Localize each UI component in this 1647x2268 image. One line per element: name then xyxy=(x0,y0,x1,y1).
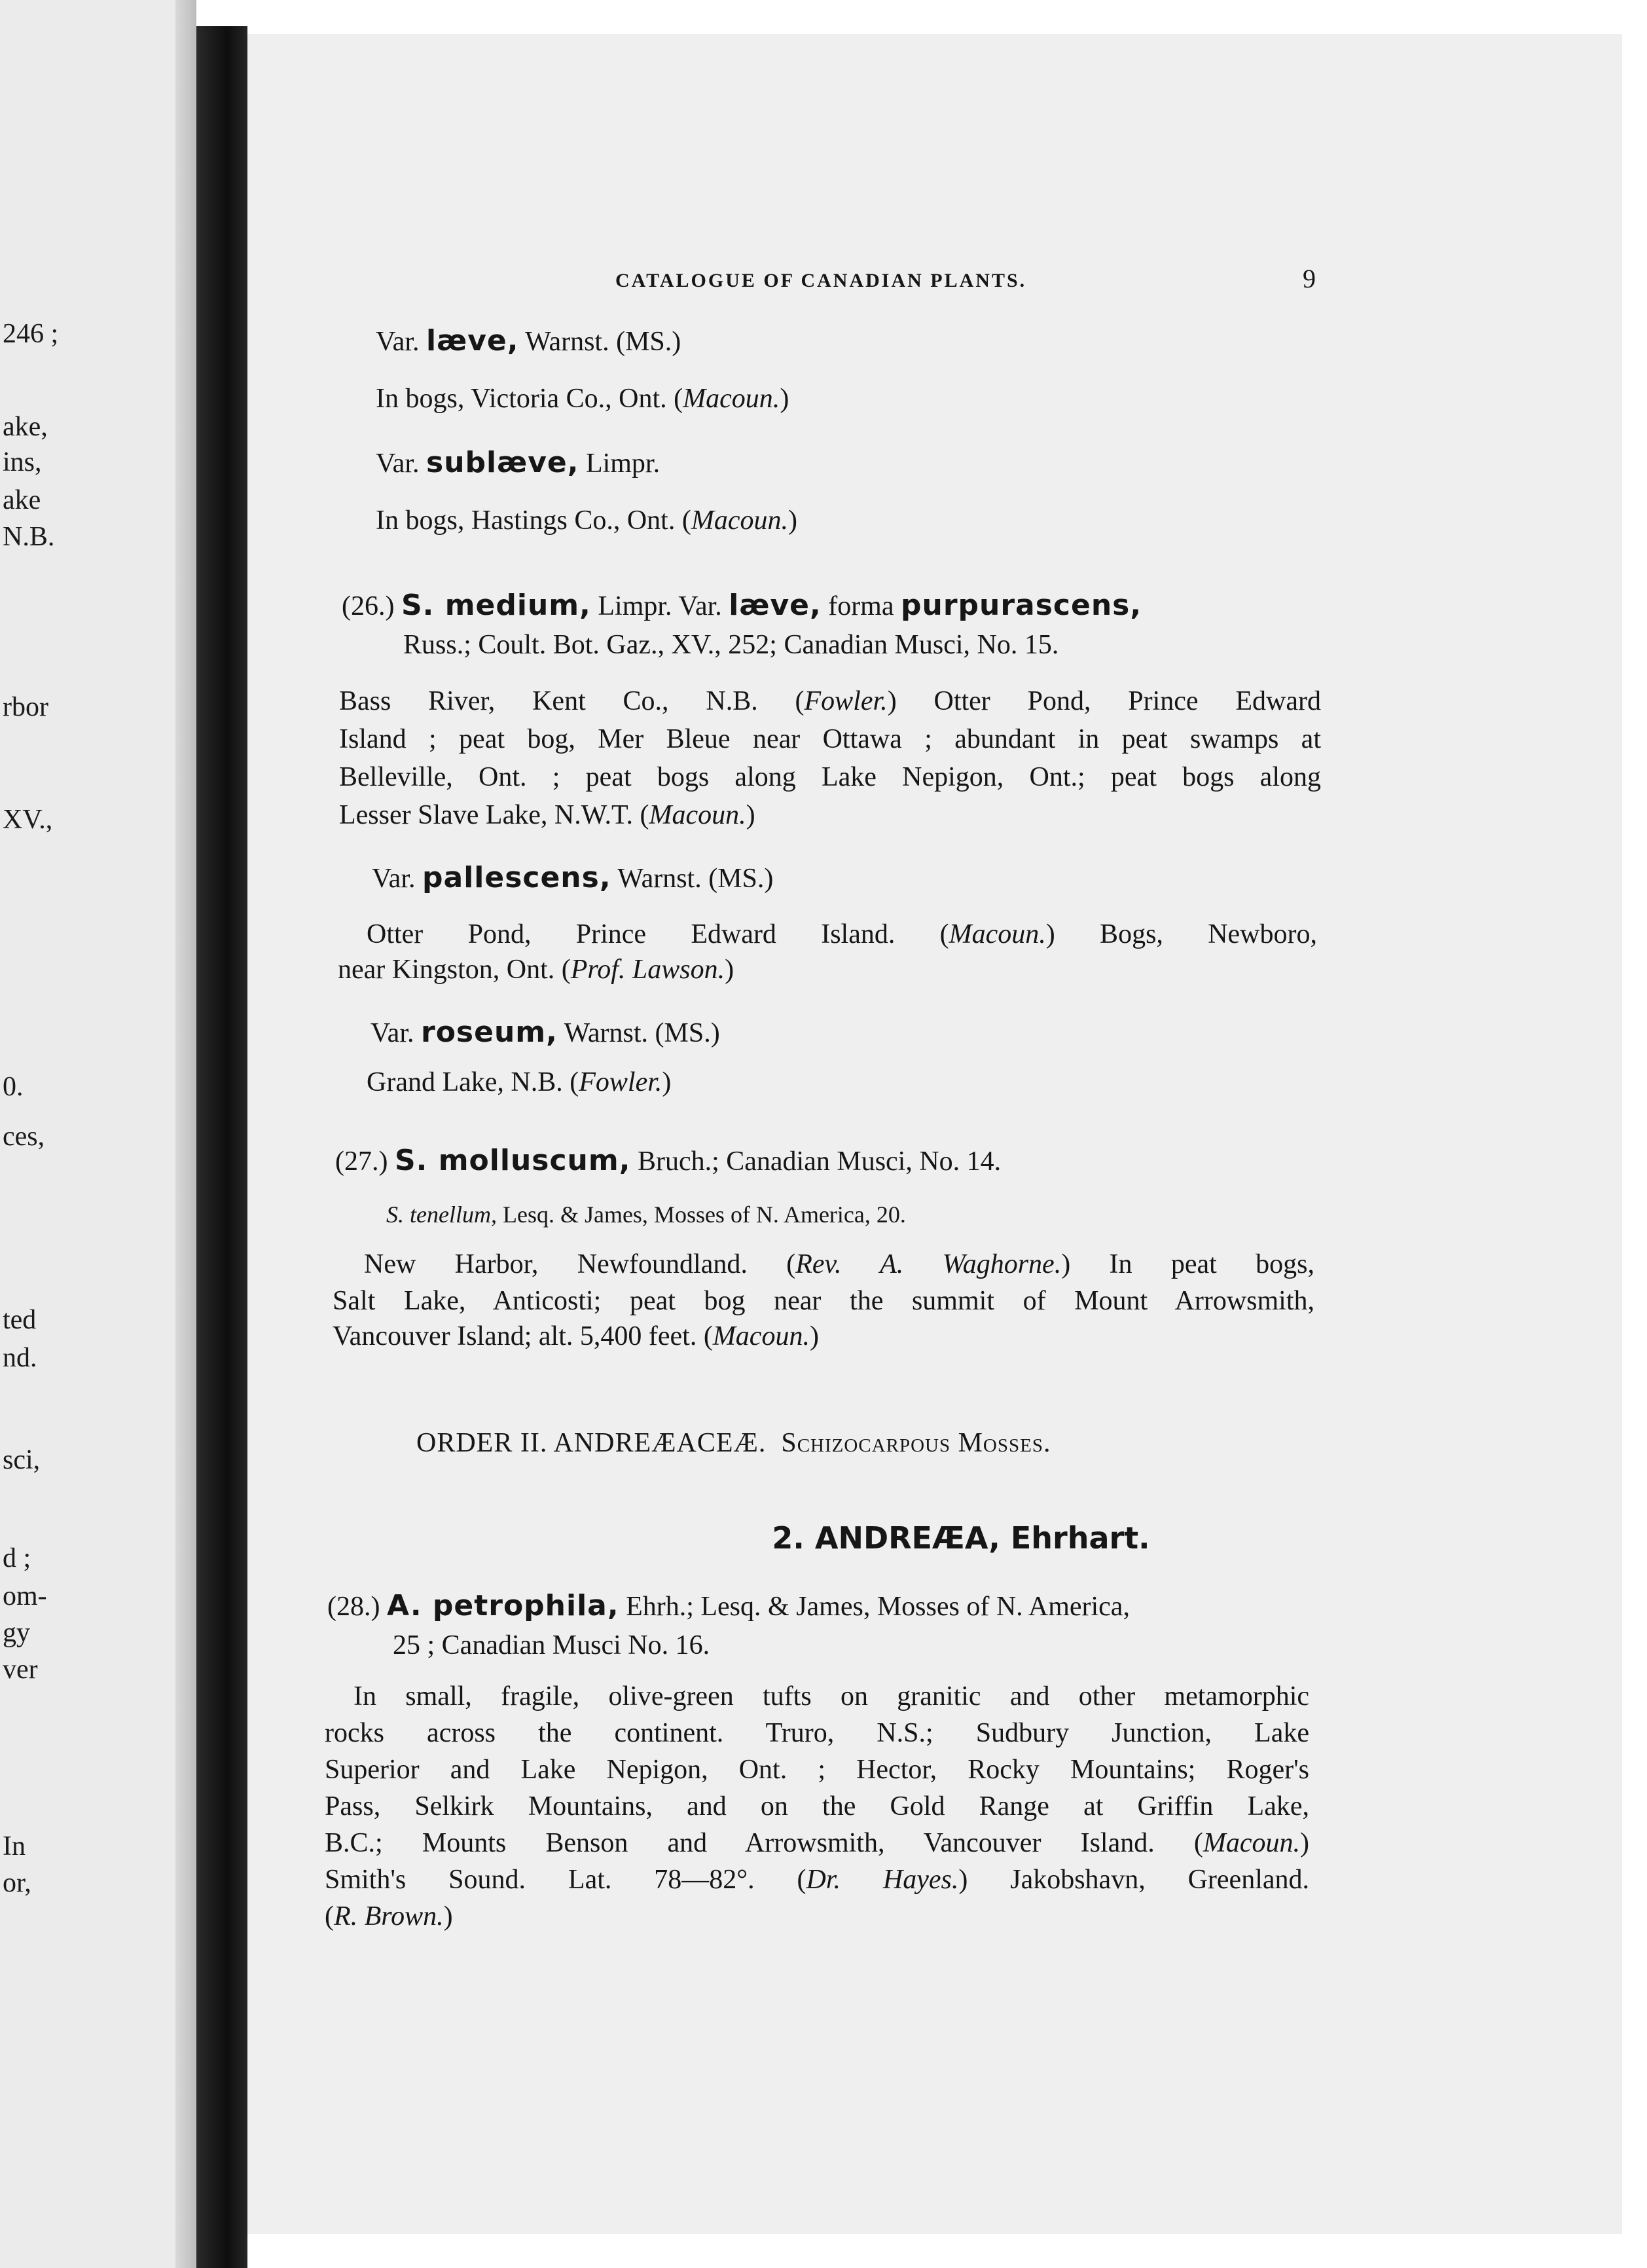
variety-entry: Var. pallescens, Warnst. (MS.) xyxy=(372,861,774,894)
variety-name: læve, xyxy=(729,589,822,622)
locality-text: Lesser Slave Lake, N.W.T. (Macoun.) xyxy=(339,800,755,830)
citation-text: 25 ; Canadian Musci No. 16. xyxy=(393,1630,710,1660)
collector: Macoun. xyxy=(949,919,1046,949)
collector: R. Brown. xyxy=(334,1901,444,1931)
book-gutter xyxy=(196,26,247,2268)
left-fragment: rbor xyxy=(3,692,48,722)
locality-text: In bogs, Hastings Co., Ont. (Macoun.) xyxy=(376,505,797,536)
species-entry: (26.) S. medium, Limpr. Var. læve, forma purpurascens, xyxy=(342,589,1142,622)
collector: Rev. A. Waghorne. xyxy=(795,1249,1062,1279)
left-fragment: nd. xyxy=(3,1343,37,1373)
left-fragment: or, xyxy=(3,1868,31,1898)
locality-text: (R. Brown.) xyxy=(325,1901,453,1931)
species-name: S. molluscum, xyxy=(394,1144,631,1177)
collector: Macoun. xyxy=(691,505,788,536)
locality-text: New Harbor, Newfoundland. (Rev. A. Waghorne.) In peat bogs, xyxy=(364,1249,1314,1279)
locality-text: Vancouver Island; alt. 5,400 feet. (Macoun.) xyxy=(333,1321,819,1351)
variety-entry: Var. sublæve, Limpr. xyxy=(376,446,661,479)
left-fragment: ins, xyxy=(3,447,42,477)
locality-text: B.C.; Mounts Benson and Arrowsmith, Vancouver Island. (Macoun.) xyxy=(325,1828,1309,1858)
left-fragment: d ; xyxy=(3,1543,31,1573)
order-heading: ORDER II. ANDREÆACEÆ. Schizocarpous Mosses. xyxy=(416,1428,1051,1458)
left-page-shadow xyxy=(175,0,196,2268)
locality-text: Grand Lake, N.B. (Fowler.) xyxy=(367,1067,672,1097)
variety-name: pallescens, xyxy=(422,861,611,894)
collector: Macoun. xyxy=(1203,1828,1300,1858)
page-number: 9 xyxy=(1303,264,1316,293)
collector: Fowler. xyxy=(579,1067,662,1097)
species-entry: (28.) A. petrophila, Ehrh.; Lesq. & James, Mosses of N. America, xyxy=(327,1589,1130,1622)
left-fragment: XV., xyxy=(3,805,53,835)
collector: Prof. Lawson. xyxy=(570,955,725,985)
left-fragment: ted xyxy=(3,1305,37,1335)
synonym-name: S. tenellum, xyxy=(386,1201,497,1228)
left-fragment: ake, xyxy=(3,412,48,442)
left-fragment: 0. xyxy=(3,1072,24,1102)
left-fragment: N.B. xyxy=(3,522,55,552)
left-fragment: In xyxy=(3,1831,26,1861)
locality-text: near Kingston, Ont. (Prof. Lawson.) xyxy=(338,955,734,985)
left-fragment: om- xyxy=(3,1581,47,1611)
locality-text: Pass, Selkirk Mountains, and on the Gold Range at Griffin Lake, xyxy=(325,1791,1309,1821)
locality-text: rocks across the continent. Truro, N.S.; Sudbury Junction, Lake xyxy=(325,1718,1309,1748)
left-fragment: ver xyxy=(3,1655,38,1685)
locality-text: Island ; peat bog, Mer Bleue near Ottawa ; abundant in peat swamps at xyxy=(339,724,1321,754)
collector: Macoun. xyxy=(683,384,780,414)
locality-text: Superior and Lake Nepigon, Ont. ; Hector, Rocky Mountains; Roger's xyxy=(325,1755,1309,1785)
species-name: S. medium, xyxy=(401,589,591,622)
left-fragment: ake xyxy=(3,485,41,515)
locality-text: Belleville, Ont. ; peat bogs along Lake Nepigon, Ont.; peat bogs along xyxy=(339,762,1321,792)
genus-heading: 2. ANDREÆA, Ehrhart. xyxy=(772,1520,1150,1556)
variety-entry: Var. roseum, Warnst. (MS.) xyxy=(371,1015,720,1049)
species-name: A. petrophila, xyxy=(386,1589,619,1622)
locality-text: Otter Pond, Prince Edward Island. (Macoun.) Bogs, Newboro, xyxy=(367,919,1317,949)
left-fragment: 246 ; xyxy=(3,319,59,349)
synonym-line: S. tenellum, Lesq. & James, Mosses of N. America, 20. xyxy=(386,1201,906,1228)
left-fragment: ces, xyxy=(3,1122,45,1152)
locality-text: Salt Lake, Anticosti; peat bog near the summit of Mount Arrowsmith, xyxy=(333,1286,1314,1316)
collector: Dr. Hayes. xyxy=(806,1865,959,1895)
main-page xyxy=(247,34,1622,2234)
order-common-name: Schizocarpous Mosses. xyxy=(781,1428,1051,1458)
citation-text: Russ.; Coult. Bot. Gaz., XV., 252; Canadian Musci, No. 15. xyxy=(403,630,1059,660)
running-head: CATALOGUE OF CANADIAN PLANTS. xyxy=(615,270,1027,291)
forma-name: purpurascens, xyxy=(901,589,1142,622)
variety-entry: Var. læve, Warnst. (MS.) xyxy=(376,324,681,357)
locality-text: In small, fragile, olive-green tufts on granitic and other metamorphic xyxy=(353,1681,1309,1711)
collector: Macoun. xyxy=(712,1321,810,1351)
species-entry: (27.) S. molluscum, Bruch.; Canadian Musci, No. 14. xyxy=(335,1144,1002,1177)
variety-name: sublæve, xyxy=(426,446,579,479)
locality-text: Smith's Sound. Lat. 78—82°. (Dr. Hayes.) Jakobshavn, Greenland. xyxy=(325,1865,1309,1895)
left-fragment: gy xyxy=(3,1618,30,1648)
collector: Fowler. xyxy=(804,686,888,716)
left-fragment: sci, xyxy=(3,1445,41,1475)
variety-name: roseum, xyxy=(421,1015,558,1049)
locality-text: In bogs, Victoria Co., Ont. (Macoun.) xyxy=(376,384,789,414)
variety-name: læve, xyxy=(426,324,519,357)
collector: Macoun. xyxy=(649,800,746,830)
locality-text: Bass River, Kent Co., N.B. (Fowler.) Otter Pond, Prince Edward xyxy=(339,686,1321,716)
right-margin xyxy=(1622,0,1647,2268)
